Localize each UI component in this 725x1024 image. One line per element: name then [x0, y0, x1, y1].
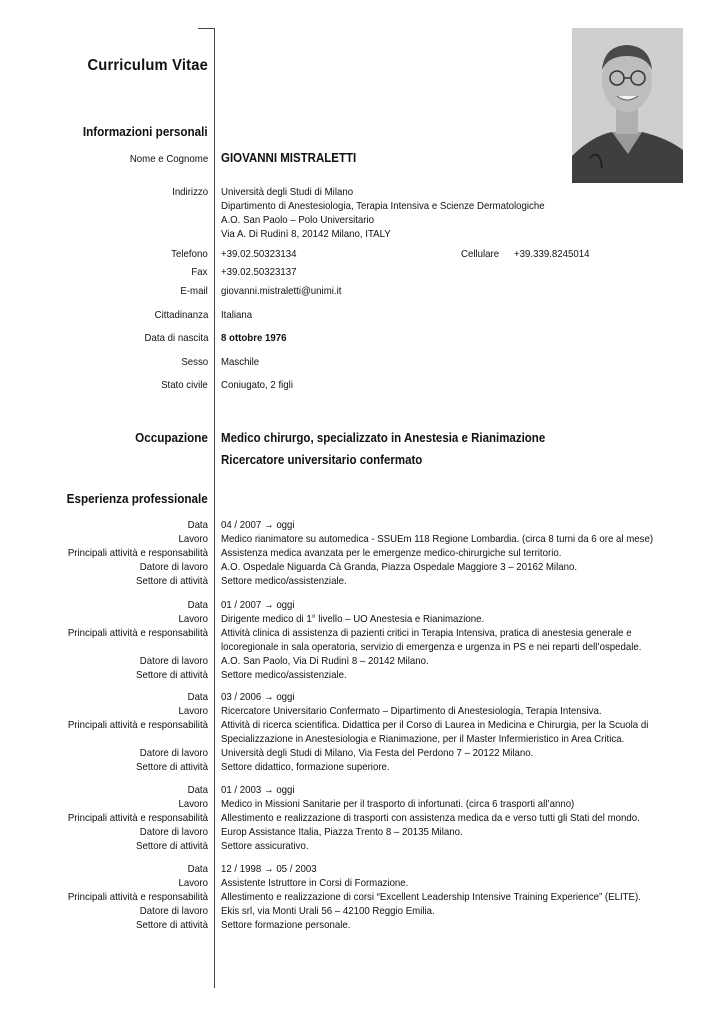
experience-sector: Settore didattico, formazione superiore.: [221, 761, 390, 773]
page-title: Curriculum Vitae: [87, 57, 208, 74]
experience-entry: [221, 598, 691, 682]
address-line: Via A. Di Rudinì 8, 20142 Milano, ITALY: [221, 228, 391, 240]
experience-entry-labels: [8, 783, 208, 853]
sector-label: Settore di attività: [136, 669, 208, 681]
citizenship-label: Cittadinanza: [154, 309, 208, 321]
experience-employer: A.O. San Paolo, Via Di Rudinì 8 – 20142 Milano.: [221, 655, 429, 667]
experience-entry-labels: [8, 518, 208, 588]
activities-label: Principali attività e responsabilità: [67, 719, 208, 731]
section-experience-title: Esperienza professionale: [66, 491, 208, 506]
date-label: Data: [187, 691, 208, 703]
experience-date: 01 / 2003 → oggi: [221, 784, 295, 796]
experience-entry-labels: [8, 598, 208, 682]
job-label: Lavoro: [178, 613, 208, 625]
experience-activities: Specializzazione in Anestesiologia e Rianimazione, per il Master Infermieristico in Area Critica.: [221, 733, 625, 745]
job-label: Lavoro: [178, 798, 208, 810]
employer-label: Datore di lavoro: [139, 561, 208, 573]
activities-label: Principali attività e responsabilità: [67, 891, 208, 903]
sector-label: Settore di attività: [136, 761, 208, 773]
sex-label: Sesso: [181, 356, 208, 368]
experience-job: Medico rianimatore su automedica - SSUEm 118 Regione Lombardia. (circa 8 turni da 6 ore al mese): [221, 533, 654, 545]
experience-employer: Europ Assistance Italia, Piazza Trento 8 – 20135 Milano.: [221, 826, 463, 838]
sex-value: Maschile: [221, 356, 260, 368]
address-line: A.O. San Paolo – Polo Universitario: [221, 214, 375, 226]
civil-status-value: Coniugato, 2 figli: [221, 379, 293, 391]
experience-employer: Ekis srl, via Monti Urali 56 – 42100 Reggio Emilia.: [221, 905, 435, 917]
sector-label: Settore di attività: [136, 575, 208, 587]
mobile-label: Cellulare: [461, 248, 500, 260]
experience-date: 01 / 2007 → oggi: [221, 599, 295, 611]
birthdate-label: Data di nascita: [144, 332, 208, 344]
phone-value: +39.02.50323134: [221, 248, 297, 260]
occupation-line-2: Ricercatore universitario confermato: [221, 453, 423, 467]
header-tick: [198, 28, 215, 29]
experience-entry: [221, 783, 691, 853]
sector-label: Settore di attività: [136, 840, 208, 852]
experience-employer: A.O. Ospedale Niguarda Cà Granda, Piazza Ospedale Maggiore 3 – 20162 Milano.: [221, 561, 578, 573]
experience-activities: Allestimento e realizzazione di trasporti con assistenza medica da e verso tutti gli Stati del mondo.: [221, 812, 640, 824]
portrait-photo: [572, 28, 683, 183]
date-label: Data: [187, 519, 208, 531]
job-label: Lavoro: [178, 705, 208, 717]
experience-date: 03 / 2006 → oggi: [221, 691, 295, 703]
experience-sector: Settore formazione personale.: [221, 919, 351, 931]
fax-label: Fax: [191, 266, 208, 278]
job-label: Lavoro: [178, 877, 208, 889]
experience-entry-labels: [8, 862, 208, 932]
name-label: Nome e Cognome: [129, 153, 208, 165]
experience-activities: locoregionale in sala operatoria, servizio di emergenza e urgenza in PS e nei reparti dell’ospedale.: [221, 641, 642, 653]
civil-status-label: Stato civile: [161, 379, 208, 391]
date-label: Data: [187, 863, 208, 875]
employer-label: Datore di lavoro: [139, 655, 208, 667]
experience-date: 04 / 2007 → oggi: [221, 519, 295, 531]
experience-activities: Attività clinica di assistenza di pazienti critici in Terapia Intensiva, pratica di anestesia generale e: [221, 627, 632, 639]
mobile-value: +39.339.8245014: [514, 248, 590, 260]
experience-employer: Università degli Studi di Milano, Via Festa del Perdono 7 – 20122 Milano.: [221, 747, 534, 759]
address-line: Dipartimento di Anestesiologia, Terapia Intensiva e Scienze Dermatologiche: [221, 200, 545, 212]
experience-activities: Allestimento e realizzazione di corsi “Excellent Leadership Intensive Training Experience” (ELITE).: [221, 891, 641, 903]
email-label: E-mail: [180, 285, 208, 297]
date-label: Data: [187, 784, 208, 796]
experience-activities: Attività di ricerca scientifica. Didattica per il Corso di Laurea in Medicina e Chirurgia, per la Scuola di: [221, 719, 649, 731]
activities-label: Principali attività e responsabilità: [67, 812, 208, 824]
experience-job: Ricercatore Universitario Confermato – Dipartimento di Anestesiologia, Terapia Intensiva.: [221, 705, 602, 717]
experience-job: Medico in Missioni Sanitarie per il trasporto di infortunati. (circa 6 trasporti all’anno): [221, 798, 575, 810]
fax-value: +39.02.50323137: [221, 266, 297, 278]
citizenship-value: Italiana: [221, 309, 253, 321]
employer-label: Datore di lavoro: [139, 905, 208, 917]
experience-job: Dirigente medico di 1° livello – UO Anestesia e Rianimazione.: [221, 613, 485, 625]
column-divider: [214, 28, 215, 988]
activities-label: Principali attività e responsabilità: [67, 547, 208, 559]
address-label: Indirizzo: [172, 186, 208, 198]
experience-sector: Settore medico/assistenziale.: [221, 575, 347, 587]
address-line: Università degli Studi di Milano: [221, 186, 354, 198]
full-name: GIOVANNI MISTRALETTI: [221, 151, 357, 165]
section-occupation-title: Occupazione: [135, 430, 208, 445]
address-block: [221, 185, 691, 241]
experience-entry: [221, 862, 691, 932]
experience-activities: Assistenza medica avanzata per le emergenze medico-chirurgiche sul territorio.: [221, 547, 562, 559]
experience-date: 12 / 1998 → 05 / 2003: [221, 863, 317, 875]
phone-label: Telefono: [171, 248, 208, 260]
section-personal-title: Informazioni personali: [83, 124, 208, 139]
experience-sector: Settore assicurativo.: [221, 840, 309, 852]
employer-label: Datore di lavoro: [139, 826, 208, 838]
activities-label: Principali attività e responsabilità: [67, 627, 208, 639]
occupation-line-1: Medico chirurgo, specializzato in Anestesia e Rianimazione: [221, 431, 546, 445]
experience-sector: Settore medico/assistenziale.: [221, 669, 347, 681]
email-link[interactable]: giovanni.mistraletti@unimi.it: [221, 285, 342, 297]
birthdate-value: 8 ottobre 1976: [221, 332, 287, 344]
sector-label: Settore di attività: [136, 919, 208, 931]
experience-entry: [221, 690, 691, 774]
employer-label: Datore di lavoro: [139, 747, 208, 759]
job-label: Lavoro: [178, 533, 208, 545]
experience-job: Assistente Istruttore in Corsi di Formazione.: [221, 877, 409, 889]
date-label: Data: [187, 599, 208, 611]
experience-entry-labels: [8, 690, 208, 774]
experience-entry: [221, 518, 691, 588]
